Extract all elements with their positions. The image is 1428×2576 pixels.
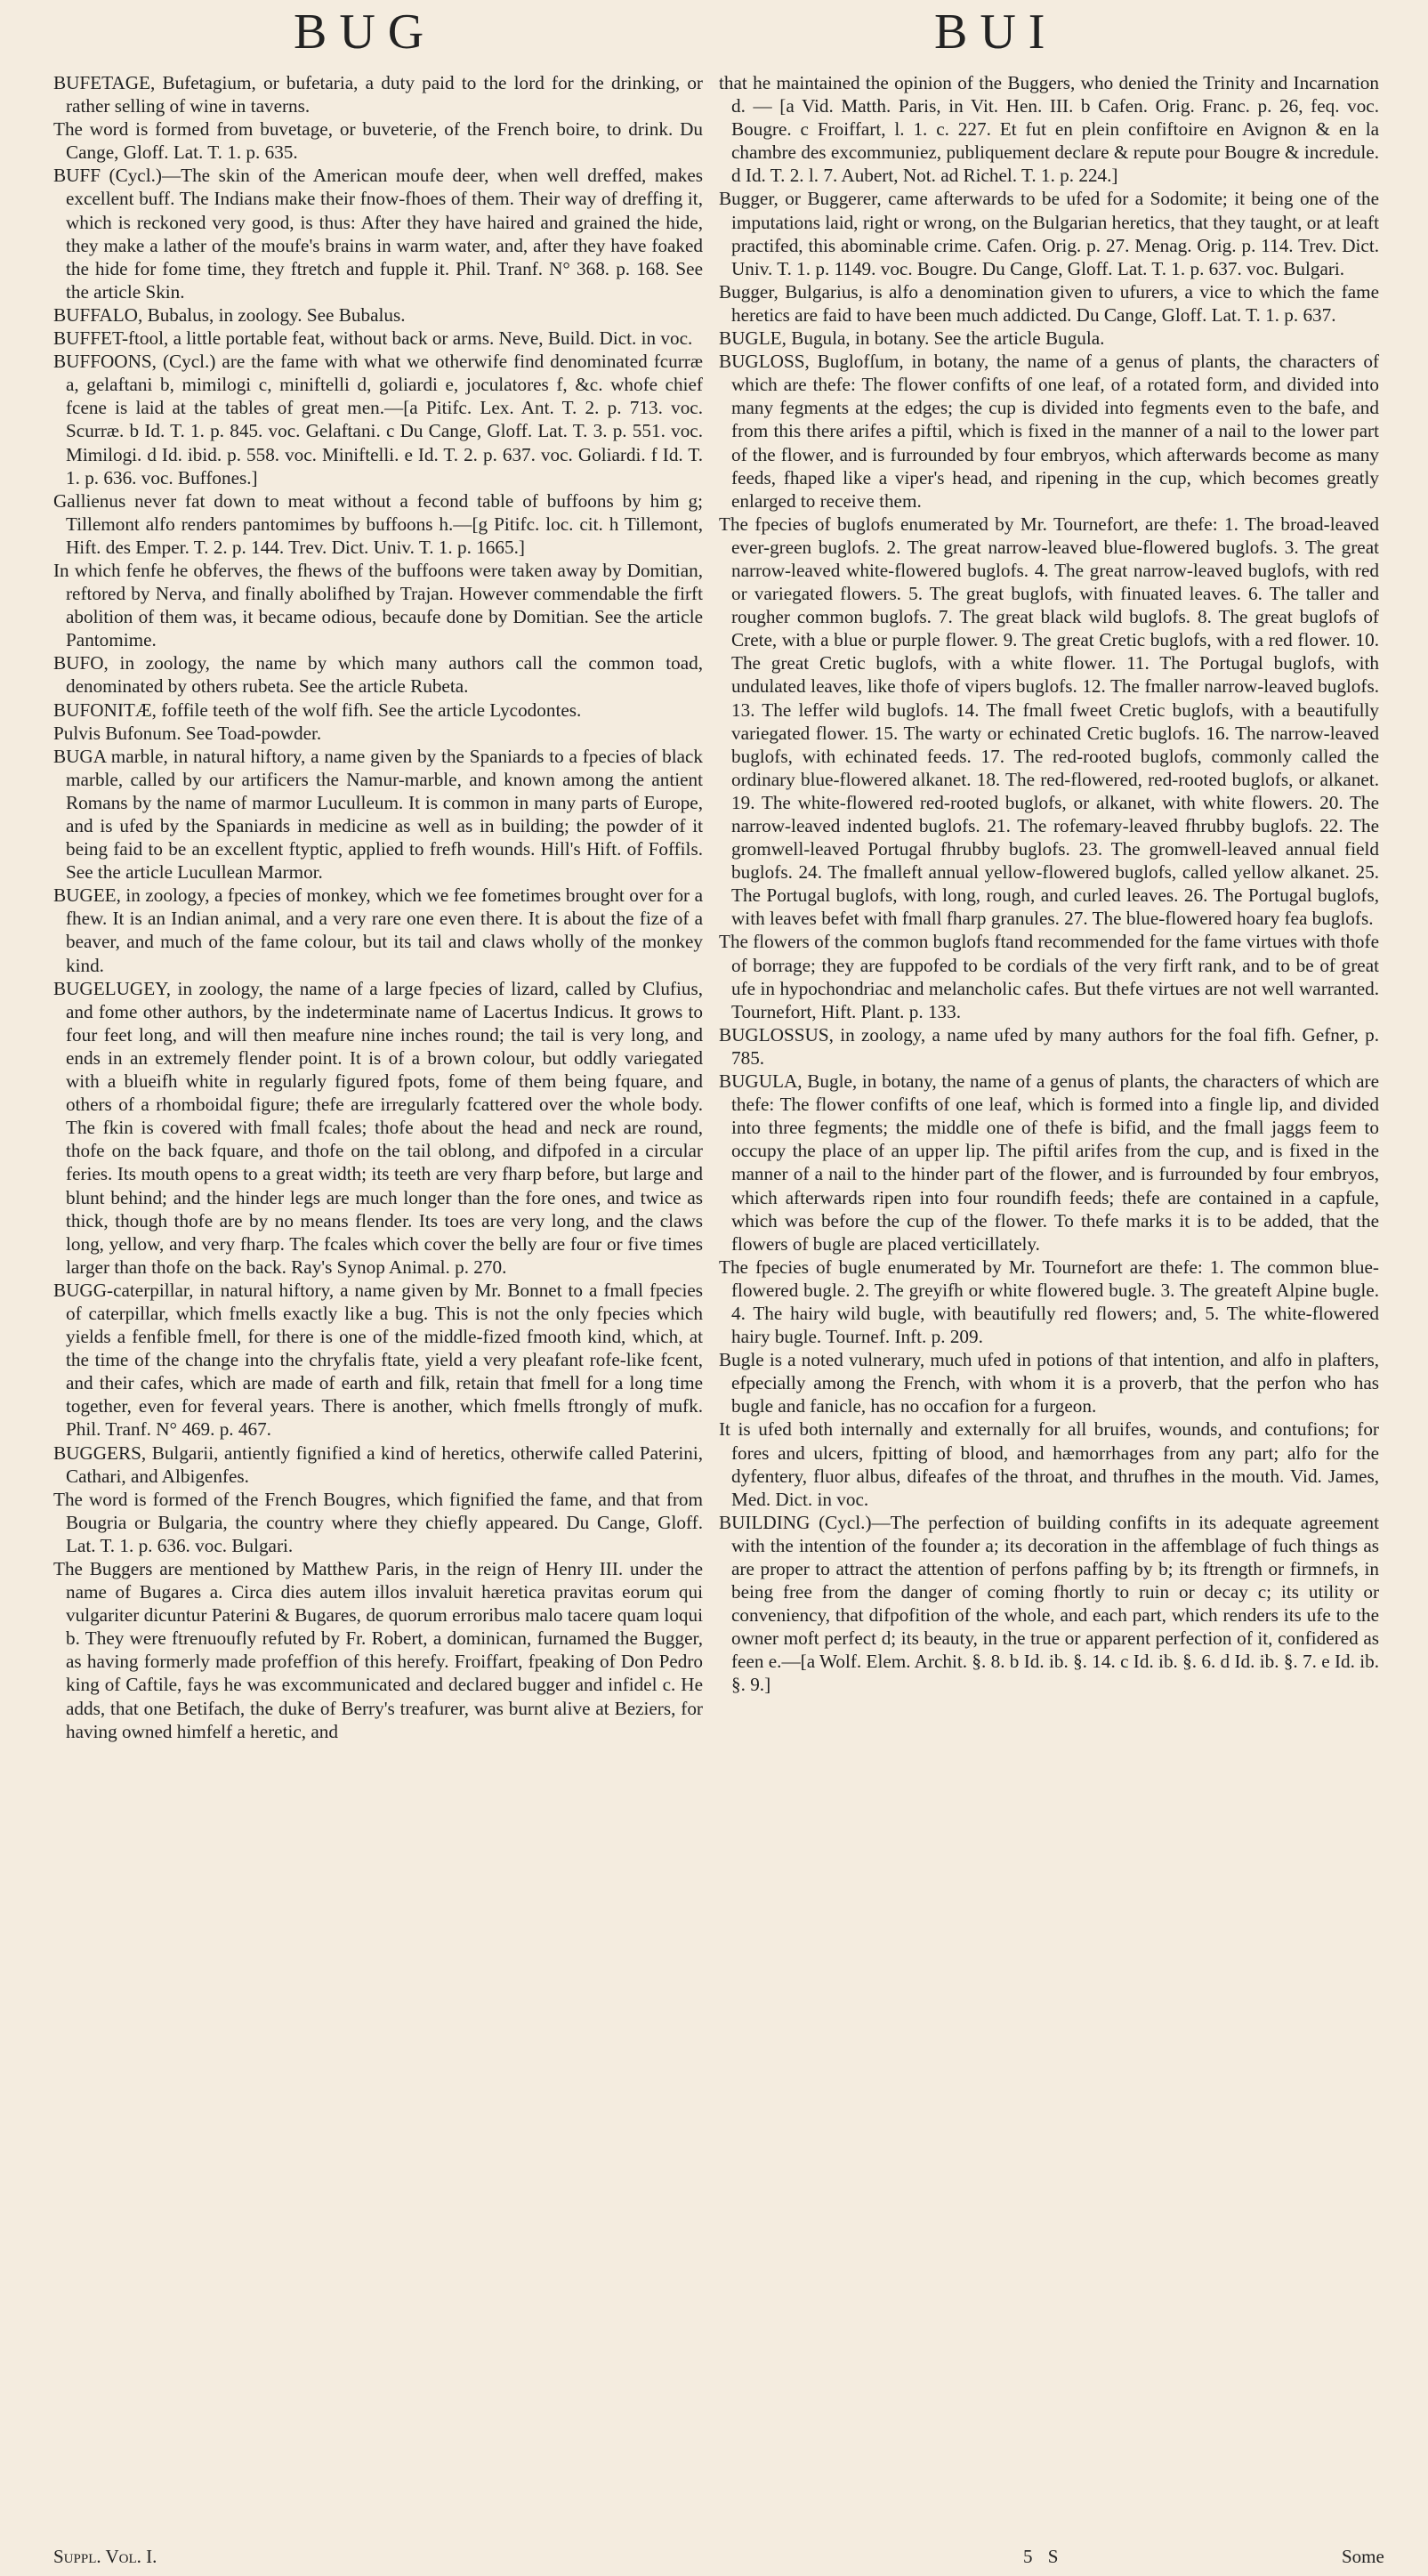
- entry-paragraph: BUGELUGEY, in zoology, the name of a large fpecies of lizard, called by Clufius, and fome other authors, by the indeterminate name of Lacertus Indicus. It grows to four feet long, and will then meafure nine inches round; the tail is very long, and ends in an extremely flender point. It is of a brown colour, but oddly variegated with a blueifh white in regularly figured fpots, fome of them being fquare, and others of a rhomboidal figure; thefe are irregularly fcattered over the whole body. The fkin is covered with fmall fcales; thofe about the head and neck are round, thofe on the back fquare, and thofe on the tail oblong, and difpofed in a circular feries. Its mouth opens to a great width; its teeth are very fharp before, but large and blunt behind; and the hinder legs are much longer than the fore ones, and twice as thick, though thofe are by no means flender. Its toes are very long, and the claws long, yellow, and very fharp. The fcales which cover the belly are four or five times larger than thofe on the back. Ray's Synop Animal. p. 270.: [53, 977, 703, 1278]
- entry-paragraph: BUGLE, Bugula, in botany. See the article Bugula.: [719, 327, 1105, 350]
- entry-paragraph: Bugger, Bulgarius, is alfo a denomination given to ufurers, a vice to which the fame heretics are faid to have been much addicted. Du Cange, Gloff. Lat. T. 1. p. 637.: [719, 280, 1379, 326]
- entry-paragraph: BUILDING (Cycl.)—The perfection of building confifts in its adequate agreement with the intention of the founder a; its decoration in the affemblage of fuch things as are proper to attract the attention of perfons paffing by b; its ftrength or firmnefs, in being free from the danger of coming fhortly to ruin or decay c; its utility or conveniency, that difpofition of the whole, and each part, which renders its ufe to the owner moft perfect d; its beauty, in the true or apparent perfection of it, confidered as feen e.—[a Wolf. Elem. Archit. §. 8. b Id. ib. §. 14. c Id. ib. §. 6. d Id. ib. §. 7. e Id. ib. §. 9.]: [719, 1511, 1379, 1696]
- left-column: [53, 71, 703, 1743]
- entry-paragraph: BUFETAGE, Bufetagium, or bufetaria, a duty paid to the lord for the drinking, or rather selling of wine in taverns.: [53, 72, 703, 117]
- entry-paragraph: It is ufed both internally and externally for all bruifes, wounds, and contufions; for fores and ulcers, fpitting of blood, and hæmorrhages from any part; alfo for the dyfentery, fluor albus, difeafes of the throat, and thrufhes in the mouth. Vid. James, Med. Dict. in voc.: [719, 1418, 1379, 1510]
- entry-paragraph: The word is formed of the French Bougres, which fignified the fame, and that from Bougria or Bulgaria, the country where they chiefly appeared. Du Cange, Gloff. Lat. T. 1. p. 636. voc. Bulgari.: [53, 1488, 703, 1556]
- entry-paragraph: The fpecies of bugle enumerated by Mr. Tournefort are thefe: 1. The common blue-flowered bugle. 2. The greyifh or white flowered bugle. 3. The greateft Alpine bugle. 4. The hairy wild bugle, with beautifully red flowers; and, 5. The white-flowered hairy bugle. Tournef. Inft. p. 209.: [719, 1256, 1379, 1348]
- signature-line: Suppl. Vol. I.: [53, 2546, 157, 2567]
- entry-paragraph: BUGG-caterpillar, in natural hiftory, a name given by Mr. Bonnet to a fmall fpecies of caterpillar, which fmells exactly like a bug. This is not the only fpecies which yields a fenfible fmell, for there is one of the middle-fized fmooth kind, which, at the time of the change into the chryfalis ftate, yield a very pleafant rofe-like fcent, and their cafes, which are made of earth and filk, retain that fmell for a long time together, even for feveral years. There is another, which fmells ftrongly of mufk. Phil. Tranf. N° 469. p. 467.: [53, 1279, 703, 1441]
- entry-paragraph: BUFFALO, Bubalus, in zoology. See Bubalus.: [53, 303, 406, 326]
- entry-paragraph: In which fenfe he obferves, the fhews of the buffoons were taken away by Domitian, reftored by Nerva, and finally abolifhed by Trajan. However commendable the firft abolition of them was, it became odious, becaufe done by Domitian. See the article Pantomime.: [53, 559, 703, 651]
- entry-paragraph: BUGULA, Bugle, in botany, the name of a genus of plants, the characters of which are thefe: The flower confifts of one leaf, which is formed into a fingle lip, and divided into three fegments; the middle one of thefe is bifid, and the fmall jaggs feem to occupy the place of an upper lip. The piftil arifes from the cup, and is fixed in the manner of a nail to the hinder part of the flower, and is furrounded by four embryos, which afterwards ripen into four roundifh feeds; thefe are contained in a capfule, which was before the cup of the flower. To thefe marks it is to be added, that the flowers of bugle are placed verticillately.: [719, 1070, 1379, 1255]
- entry-paragraph: Pulvis Bufonum. See Toad-powder.: [53, 722, 322, 744]
- entry-paragraph: BUFF (Cycl.)—The skin of the American moufe deer, when well dreffed, makes excellent buff. The Indians make their fnow-fhoes of them. Their way of dreffing it, which is reckoned very good, is thus: After they have haired and grained the hide, they make a lather of the moufe's brains in warm water, and, after they have foaked the hide for fome time, they ftretch and fupple it. Phil. Tranf. N° 368. p. 168. See the article Skin.: [53, 165, 703, 303]
- entry-paragraph: The Buggers are mentioned by Matthew Paris, in the reign of Henry III. under the name of Bugares a. Circa dies autem illos invaluit hæretica pravitas eorum qui vulgariter dicuntur Paterini & Bugares, de quorum erroribus malo tacere quam loqui b. They were ftrenuoufly refuted by Fr. Robert, a dominican, furnamed the Bugger, as having formerly made profeffion of this herefy. Froiffart, fpeaking of Don Pedro king of Caftile, fays he was excommunicated and declared bugger and infidel c. He adds, that one Betifach, the duke of Berry's treafurer, was burnt alive at Beziers, for having owned himfelf a heretic, and: [53, 1558, 703, 1742]
- entry-paragraph: BUFFOONS, (Cycl.) are the fame with what we otherwife find denominated fcurræ a, gelaftani b, mimilogi c, miniftelli d, goliardi e, joculatores f, &c. whofe chief fcene is laid at the tables of great men.—[a Pitifc. Lex. Ant. T. 2. p. 713. voc. Scurræ. b Id. T. 1. p. 845. voc. Gelaftani. c Du Cange, Gloff. Lat. T. 3. p. 551. voc. Mimilogi. d Id. ibid. p. 558. voc. Miniftelli. e Id. T. 2. p. 637. voc. Goliardi. f Id. T. 1. p. 636. voc. Buffones.]: [53, 351, 703, 489]
- entry-paragraph: Gallienus never fat down to meat without a fecond table of buffoons by him g; Tillemont alfo renders pantomimes by buffoons h.—[g Pitifc. loc. cit. h Tillemont, Hift. des Emper. T. 2. p. 144. Trev. Dict. Univ. T. 1. p. 1665.]: [53, 489, 703, 558]
- running-head-right: BUI: [934, 4, 1058, 60]
- entry-paragraph: BUGLOSS, Buglofſum, in botany, the name of a genus of plants, the characters of which are thefe: The flower confifts of one leaf, of a rotated form, and divided into many fegments at the edges; the cup is divided into fegments even to the bafe, and from this there arifes a piftil, which is fixed in the manner of a nail to the lower part of the flower, and is furrounded by four embryos, which afterwards become as many feeds, fhaped like a viper's head, and ripening in the cup, which becomes greatly enlarged to receive them.: [719, 351, 1379, 512]
- entry-paragraph: BUFO, in zoology, the name by which many authors call the common toad, denominated by others rubeta. See the article Rubeta.: [53, 652, 703, 698]
- entry-paragraph: that he maintained the opinion of the Buggers, who denied the Trinity and Incarnation d. — [a Vid. Matth. Paris, in Vit. Hen. III. b Cafen. Orig. Franc. p. 26, feq. voc. Bougre. c Froiffart, l. 1. c. 227. Et fut en plein confiftoire en Avignon & en la chambre des excommuniez, publiquement declare & repute pour Bougre & incredule. d Id. T. 2. l. 7. Aubert, Not. ad Richel. T. 1. p. 224.]: [719, 72, 1379, 187]
- running-head-left: BUG: [294, 4, 437, 60]
- entry-paragraph: BUFONITÆ, foffile teeth of the wolf fifh. See the article Lycodontes.: [53, 699, 582, 721]
- entry-paragraph: Bugle is a noted vulnerary, much ufed in potions of that intention, and alfo in plafters, efpecially among the French, with whom it is a proverb, that the perfon who has bugle and fanicle, has no occafion for a furgeon.: [719, 1349, 1379, 1417]
- gathering-mark: 5 S: [1023, 2546, 1064, 2567]
- entry-paragraph: BUGGERS, Bulgarii, antiently fignified a kind of heretics, otherwife called Paterini, Cathari, and Albigenfes.: [53, 1441, 703, 1487]
- entry-paragraph: BUGLOSSUS, in zoology, a name ufed by many authors for the foal fifh. Gefner, p. 785.: [719, 1023, 1379, 1069]
- entry-paragraph: The flowers of the common buglofs ftand recommended for the fame virtues with thofe of borrage; they are fuppofed to be cordials of the very firft rank, and to be of great ufe in hypochondriac and melancholic cafes. But thefe virtues are not well warranted. Tournefort, Hift. Plant. p. 133.: [719, 931, 1379, 1022]
- entry-paragraph: The fpecies of buglofs enumerated by Mr. Tournefort, are thefe: 1. The broad-leaved ever-green buglofs. 2. The great narrow-leaved blue-flowered buglofs. 3. The great narrow-leaved white-flowered buglofs. 4. The great narrow-leaved buglofs, with red or variegated flowers. 5. The great buglofs, with finuated leaves. 6. The taller and rougher common buglofs. 7. The great black wild buglofs. 8. The great buglofs of Crete, with a blue or purple flower. 9. The great Cretic buglofs, with a red flower. 10. The great Cretic buglofs, with a white flower. 11. The Portugal buglofs, with undulated leaves, like thofe of vipers buglofs. 12. The fmaller narrow-leaved buglofs. 13. The leffer wild buglofs. 14. The fmall fweet Cretic buglofs, with a beautifully variegated flower. 15. The warty or echinated Cretic buglofs. 16. The narrow-leaved buglofs, with echinated feeds. 17. The red-rooted buglofs, commonly called the ordinary blue-flowered alkanet. 18. The red-flowered, red-rooted buglofs, or alkanet. 19. The white-flowered red-rooted buglofs, or alkanet, with white flowers. 20. The narrow-leaved indented buglofs. 21. The rofemary-leaved fhrubby buglofs. 22. The gromwell-leaved Portugal fhrubby buglofs. 23. The gromwell-leaved annual field buglofs. 24. The fmalleft annual yellow-flowered buglofs, called yellow alkanet. 25. The Portugal buglofs, with long, rough, and curled leaves. 26. The Portugal buglofs, with leaves befet with fmall fharp granules. 27. The blue-flowered hoary fea buglofs.: [719, 513, 1379, 930]
- entry-paragraph: BUFFET-ftool, a little portable feat, without back or arms. Neve, Build. Dict. in voc.: [53, 327, 693, 350]
- catchword: Some: [1342, 2546, 1384, 2567]
- entry-paragraph: BUGEE, in zoology, a fpecies of monkey, which we fee fometimes brought over for a fhew. It is an Indian animal, and a very rare one even there. It is about the fize of a beaver, and much of the fame colour, but its tail and claws wholly of the monkey kind.: [53, 884, 703, 976]
- entry-paragraph: Bugger, or Buggerer, came afterwards to be ufed for a Sodomite; it being one of the imputations laid, right or wrong, on the Bulgarian heretics, that they taught, or at leaft practifed, this abominable crime. Cafen. Orig. p. 27. Menag. Orig. p. 114. Trev. Dict. Univ. T. 1. p. 1149. voc. Bougre. Du Cange, Gloff. Lat. T. 1. p. 637. voc. Bulgari.: [719, 188, 1379, 279]
- entry-paragraph: The word is formed from buvetage, or buveterie, of the French boire, to drink. Du Cange, Gloff. Lat. T. 1. p. 635.: [53, 118, 703, 164]
- entry-paragraph: BUGA marble, in natural hiftory, a name given by the Spaniards to a fpecies of black marble, called by our artificers the Namur-marble, and known among the antient Romans by the name of marmor Luculleum. It is common in many parts of Europe, and is ufed by the Spaniards in medicine as well as in building; the powder of it being faid to be an excellent ftyptic, applied to frefh wounds. Hill's Hift. of Foffils. See the article Lucullean Marmor.: [53, 745, 703, 884]
- right-column: [719, 71, 1379, 1697]
